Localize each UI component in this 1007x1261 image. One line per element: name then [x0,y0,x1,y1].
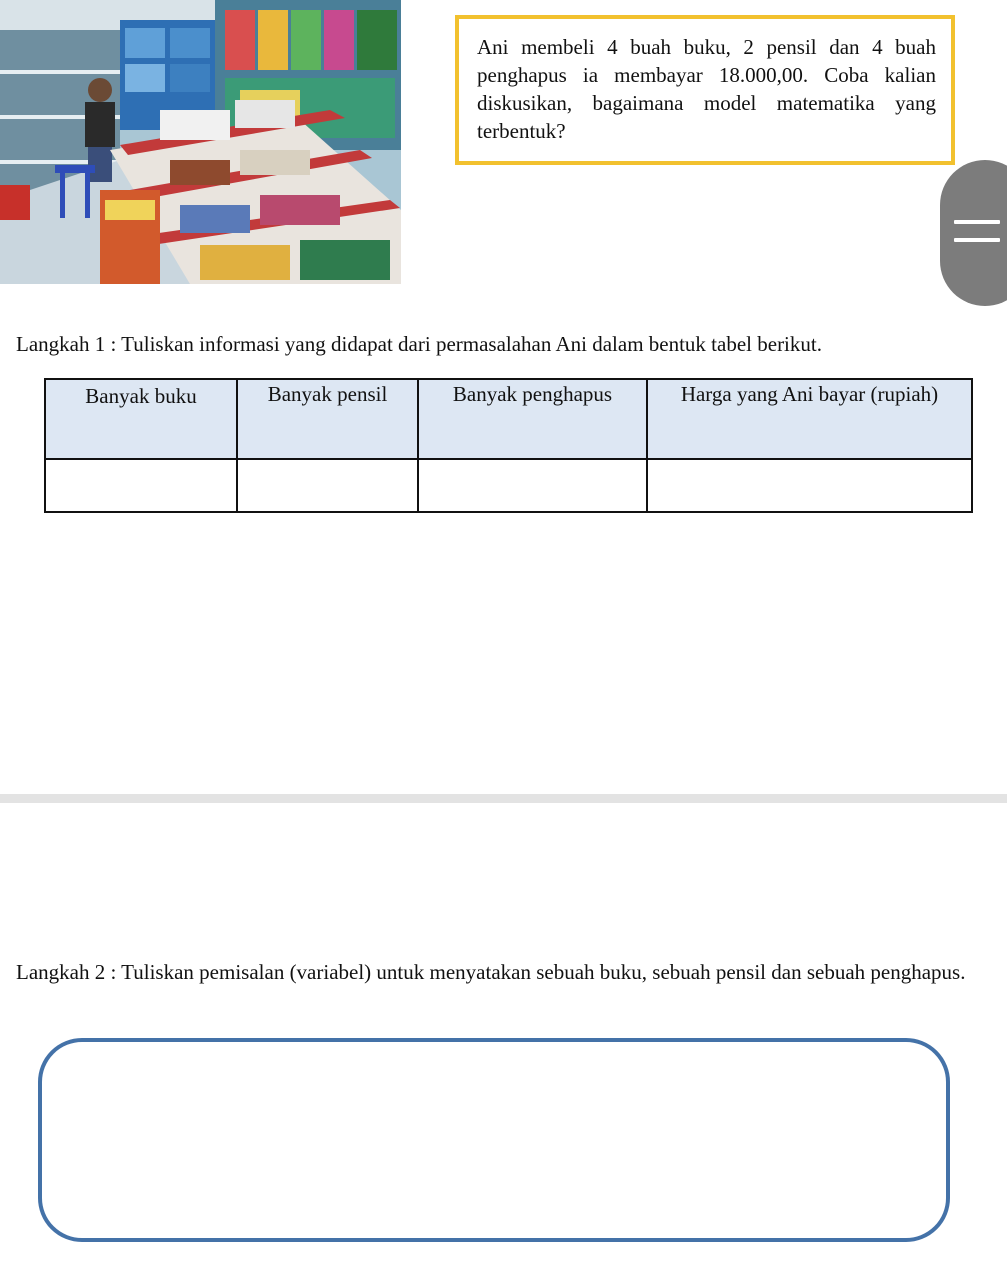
step-1-instruction: Langkah 1 : Tuliskan informasi yang didapat dari permasalahan Ani dalam bentuk tabel berikut. [16,332,822,356]
header-banyak-pensil: Banyak pensil [237,379,418,459]
information-table [44,378,973,513]
cell-banyak-penghapus[interactable] [418,459,647,512]
header-banyak-buku: Banyak buku [45,379,237,459]
side-panel-handle[interactable] [940,160,1007,306]
cell-banyak-pensil[interactable] [237,459,418,512]
header-harga-dibayar: Harga yang Ani bayar (rupiah) [647,379,972,459]
table-row [45,459,972,512]
stationery-store-photo [0,0,401,284]
problem-text: Ani membeli 4 buah buku, 2 pensil dan 4 buah penghapus ia membayar 18.000,00. Coba kalian diskusikan, bagaimana model matematika yang terbentuk? [477,35,936,143]
page-divider [0,794,1007,803]
cell-harga-dibayar[interactable] [647,459,972,512]
cell-banyak-buku[interactable] [45,459,237,512]
problem-statement-box [455,15,955,165]
table-header-row [45,379,972,459]
header-banyak-penghapus: Banyak penghapus [418,379,647,459]
answer-box[interactable] [38,1038,950,1242]
step-2-instruction: Langkah 2 : Tuliskan pemisalan (variabel) untuk menyatakan sebuah buku, sebuah pensil dan sebuah penghapus. [16,960,966,984]
